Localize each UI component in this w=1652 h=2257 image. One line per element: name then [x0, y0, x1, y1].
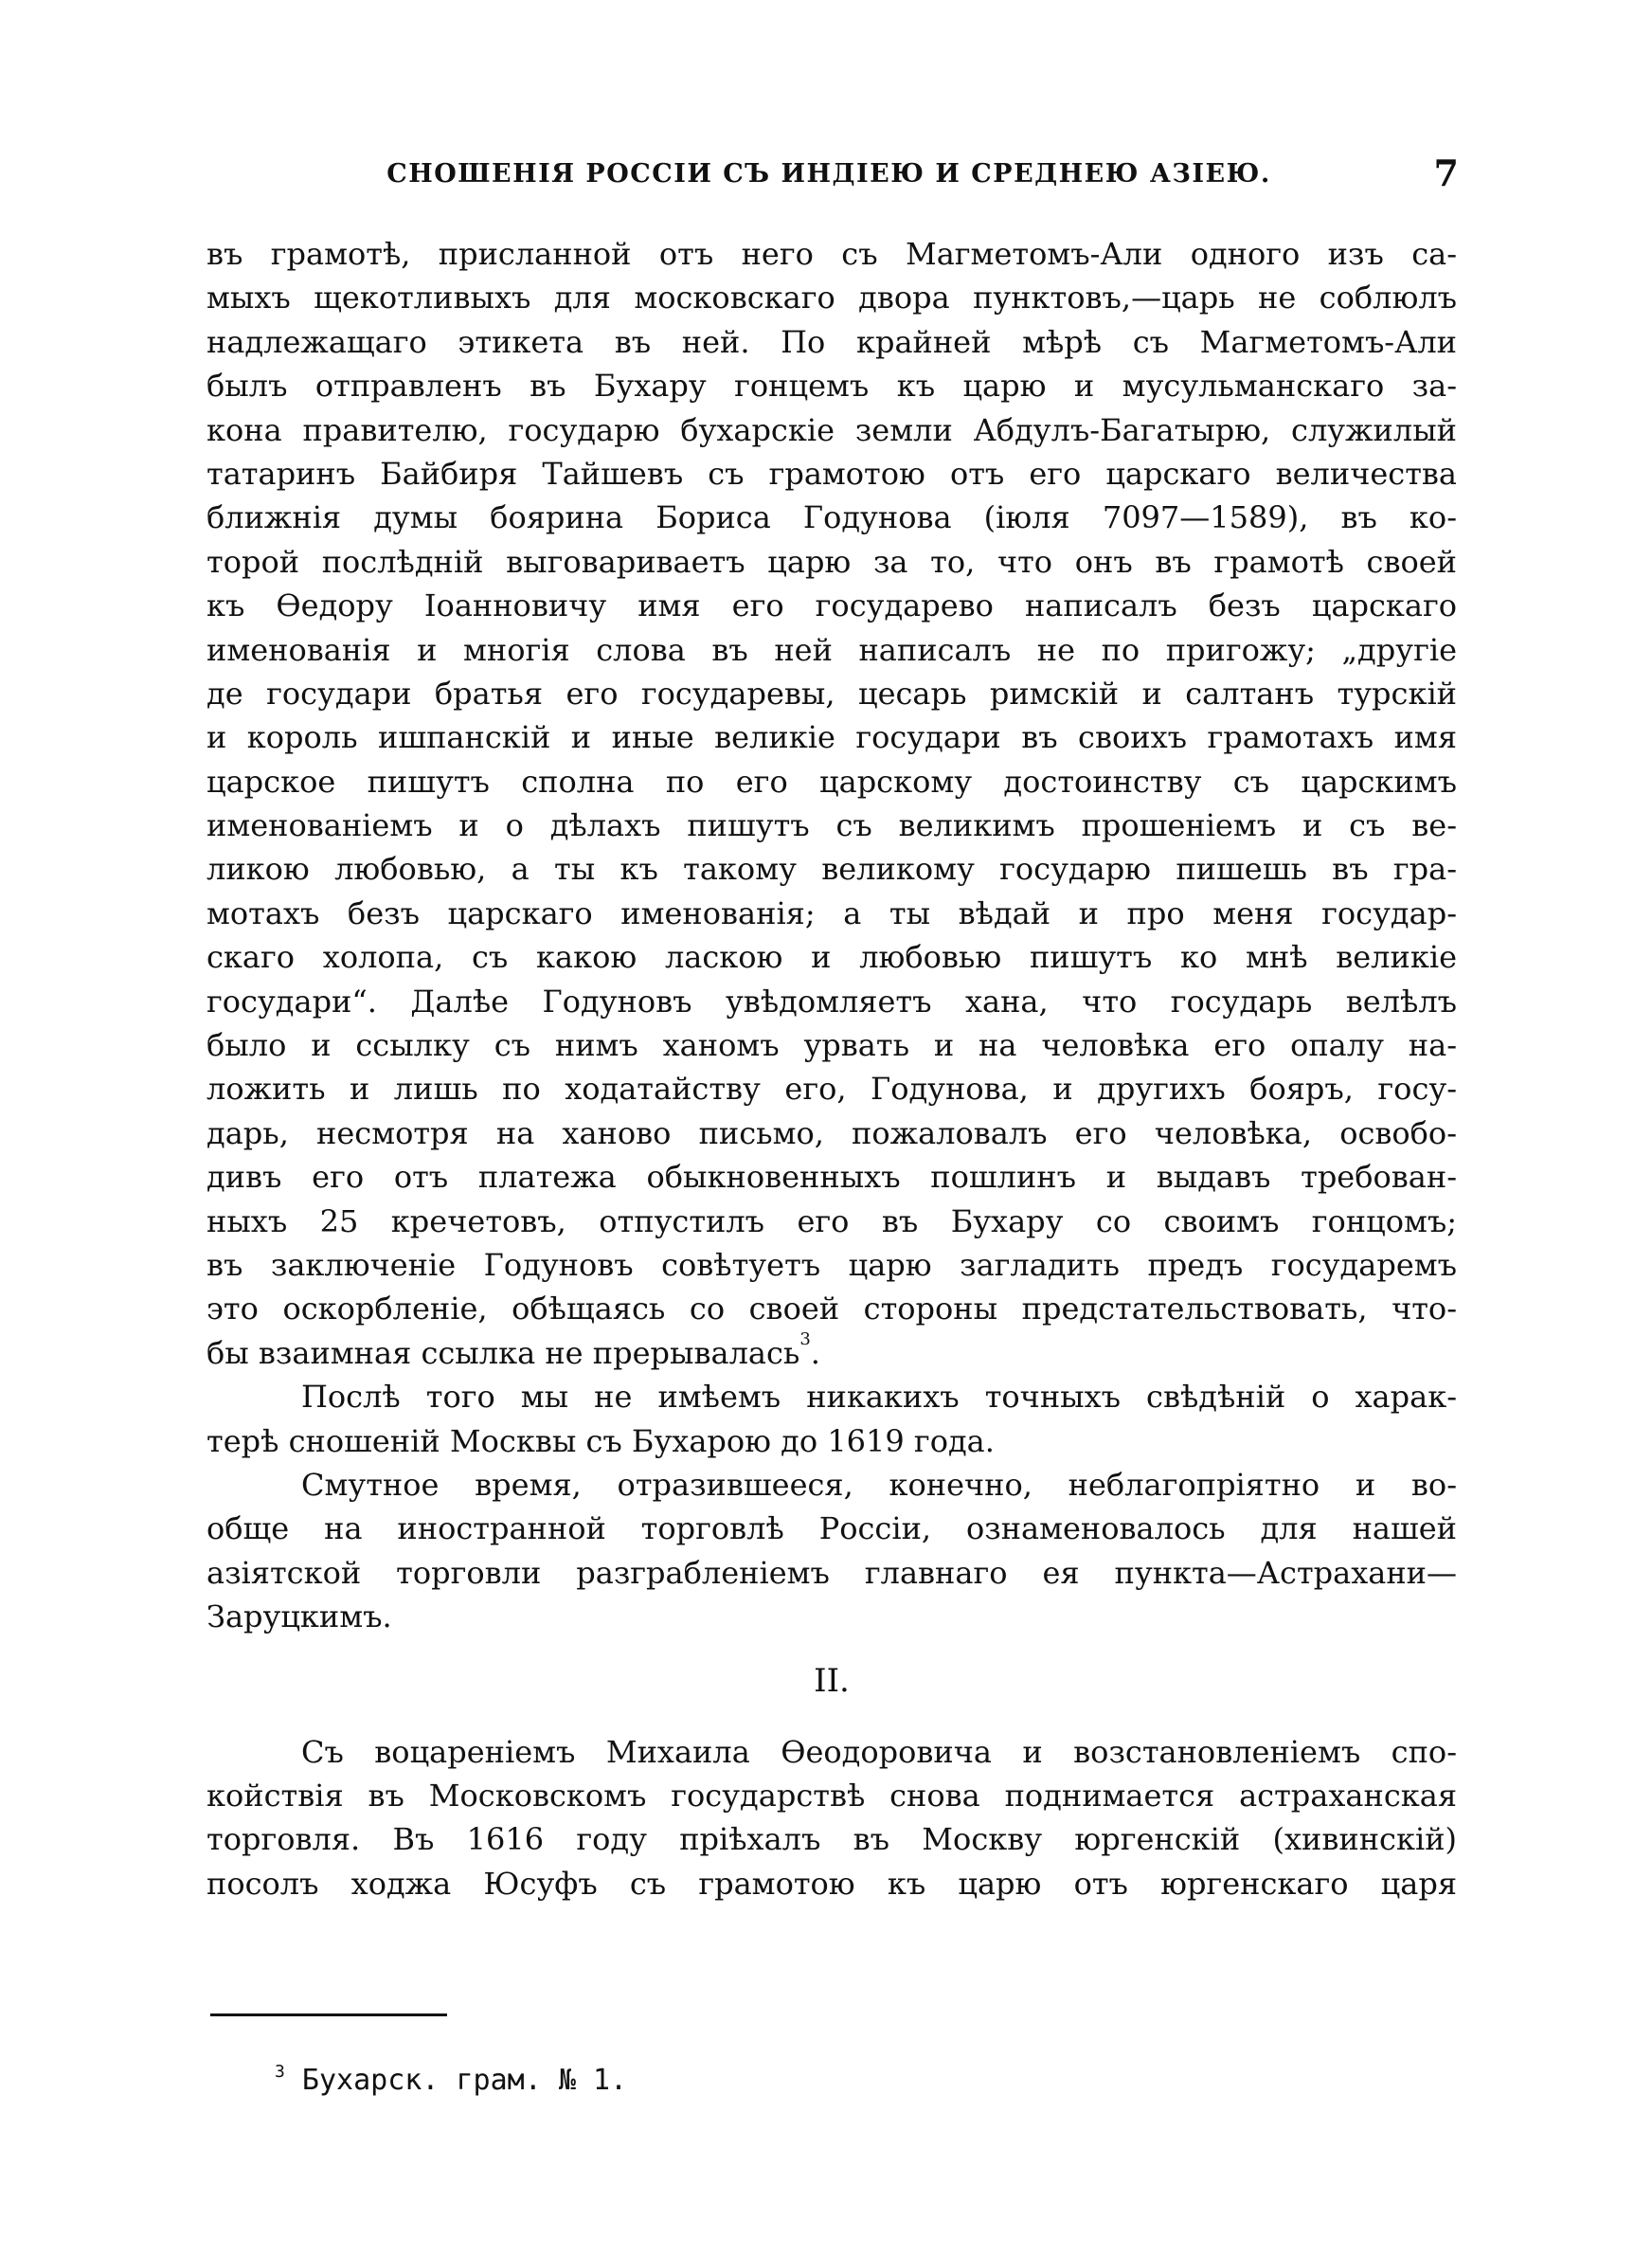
line-end-punctuation: . [810, 1334, 820, 1371]
text-line: былъ отправленъ въ Бухару гонцемъ къ царю и мусульманскаго за- [206, 368, 1457, 405]
text-line: торой послѣдній выговариваетъ царю за то, что онъ въ грамотѣ своей [206, 543, 1457, 580]
text-line: скаго холопа, съ какою ласкою и любовью пишутъ ко мнѣ великіе [206, 939, 1457, 976]
paragraph-3 [206, 1463, 1457, 1639]
text-line: Заруцкимъ. [206, 1598, 392, 1635]
text-line: кона правителю, государю бухарскіе земли Абдулъ-Багатырю, служилый [206, 411, 1457, 448]
text-line: ложить и лишь по ходатайству его, Годунова, и другихъ бояръ, госу- [206, 1071, 1457, 1108]
body-text [206, 232, 1457, 1905]
line-text: бы взаимная ссылка не прерывалась [206, 1334, 800, 1371]
page-number: 7 [1433, 152, 1459, 194]
paragraph-4 [206, 1730, 1457, 1906]
paragraph-2 [206, 1375, 1457, 1463]
text-line: въ заключеніе Годуновъ совѣтуетъ царю загладить предъ государемъ [206, 1246, 1457, 1283]
section-heading: II. [814, 1661, 850, 1700]
text-line: къ Ѳедору Іоанновичу имя его государево написалъ безъ царскаго [206, 587, 1457, 624]
paragraph-1 [206, 232, 1457, 1375]
text-line: государи“. Далѣе Годуновъ увѣдомляетъ хана, что государь велѣлъ [206, 983, 1457, 1020]
text-line: именованіемъ и о дѣлахъ пишутъ съ великимъ прошеніемъ и съ ве- [206, 807, 1457, 844]
text-line: де государи братья его государевы, цесарь римскій и салтанъ турскій [206, 675, 1457, 712]
text-line: надлежащаго этикета въ ней. По крайней мѣрѣ съ Магметомъ-Али [206, 323, 1457, 360]
footnote-text: Бухарск. грам. № 1. [301, 2064, 628, 2097]
running-title: СНОШЕНІЯ РОССІИ СЪ ИНДІЕЮ И СРЕДНЕЮ АЗІЕЮ. [386, 159, 1271, 189]
footnote-marker: 3 [275, 2062, 285, 2082]
footnote-reference: 3 [799, 1330, 811, 1349]
text-line: ликою любовью, а ты къ такому великому государю пишешь въ гра- [206, 851, 1457, 888]
text-line: азіятской торговли разграбленіемъ главнаго ея пункта—Астрахани— [206, 1554, 1457, 1591]
text-line: обще на иностранной торговлѣ Россіи, ознаменовалось для нашей [206, 1510, 1457, 1547]
text-line: Послѣ того мы не имѣемъ никакихъ точныхъ свѣдѣній о харак- [301, 1379, 1457, 1416]
text-line: ближнія думы боярина Бориса Годунова (іюля 7097—1589), въ ко- [206, 499, 1457, 536]
text-line: было и ссылку съ нимъ ханомъ урвать и на человѣка его опалу на- [206, 1027, 1457, 1064]
text-line: Съ воцареніемъ Михаила Ѳеодоровича и возстановленіемъ спо- [301, 1733, 1457, 1770]
text-line: въ грамотѣ, присланной отъ него съ Магметомъ-Али одного изъ са- [206, 236, 1457, 272]
text-line: мыхъ щекотливыхъ для московскаго двора пунктовъ,—царь не соблюлъ [206, 280, 1457, 316]
footnote-divider [210, 2013, 447, 2016]
text-line: дарь, несмотря на ханово письмо, пожаловалъ его человѣка, освобо- [206, 1114, 1457, 1151]
text-line: дивъ его отъ платежа обыкновенныхъ пошлинъ и выдавъ требован- [206, 1159, 1457, 1196]
text-line: это оскорбленіе, обѣщаясь со своей стороны предстательствовать, что- [206, 1291, 1457, 1327]
text-line: терѣ сношеній Москвы съ Бухарою до 1619 года. [206, 1422, 995, 1459]
text-line: Смутное время, отразившееся, конечно, неблагопріятно и во- [301, 1466, 1457, 1503]
text-line: посолъ ходжа Юсуфъ съ грамотою къ царю отъ юргенскаго царя [206, 1865, 1457, 1902]
running-head [199, 152, 1459, 207]
text-line: ныхъ 25 кречетовъ, отпустилъ его въ Бухару со своимъ гонцомъ; [206, 1202, 1457, 1239]
text-line: царское пишутъ сполна по его царскому достоинству съ царскимъ [206, 763, 1457, 800]
text-line: торговля. Въ 1616 году пріѣхалъ въ Москву юргенскій (хивинскій) [206, 1821, 1457, 1858]
footnote [275, 2064, 627, 2097]
text-line: именованія и многія слова въ ней написалъ не по пригожу; „другіе [206, 631, 1457, 668]
text-line [206, 1331, 1457, 1375]
text-line: мотахъ безъ царскаго именованія; а ты вѣдай и про меня государ- [206, 894, 1457, 931]
text-line: татаринъ Байбиря Тайшевъ съ грамотою отъ его царскаго величества [206, 455, 1457, 492]
text-line: койствія въ Московскомъ государствѣ снова поднимается астраханская [206, 1777, 1457, 1814]
text-line: и король ишпанскій и иные великіе государи въ своихъ грамотахъ имя [206, 719, 1457, 756]
